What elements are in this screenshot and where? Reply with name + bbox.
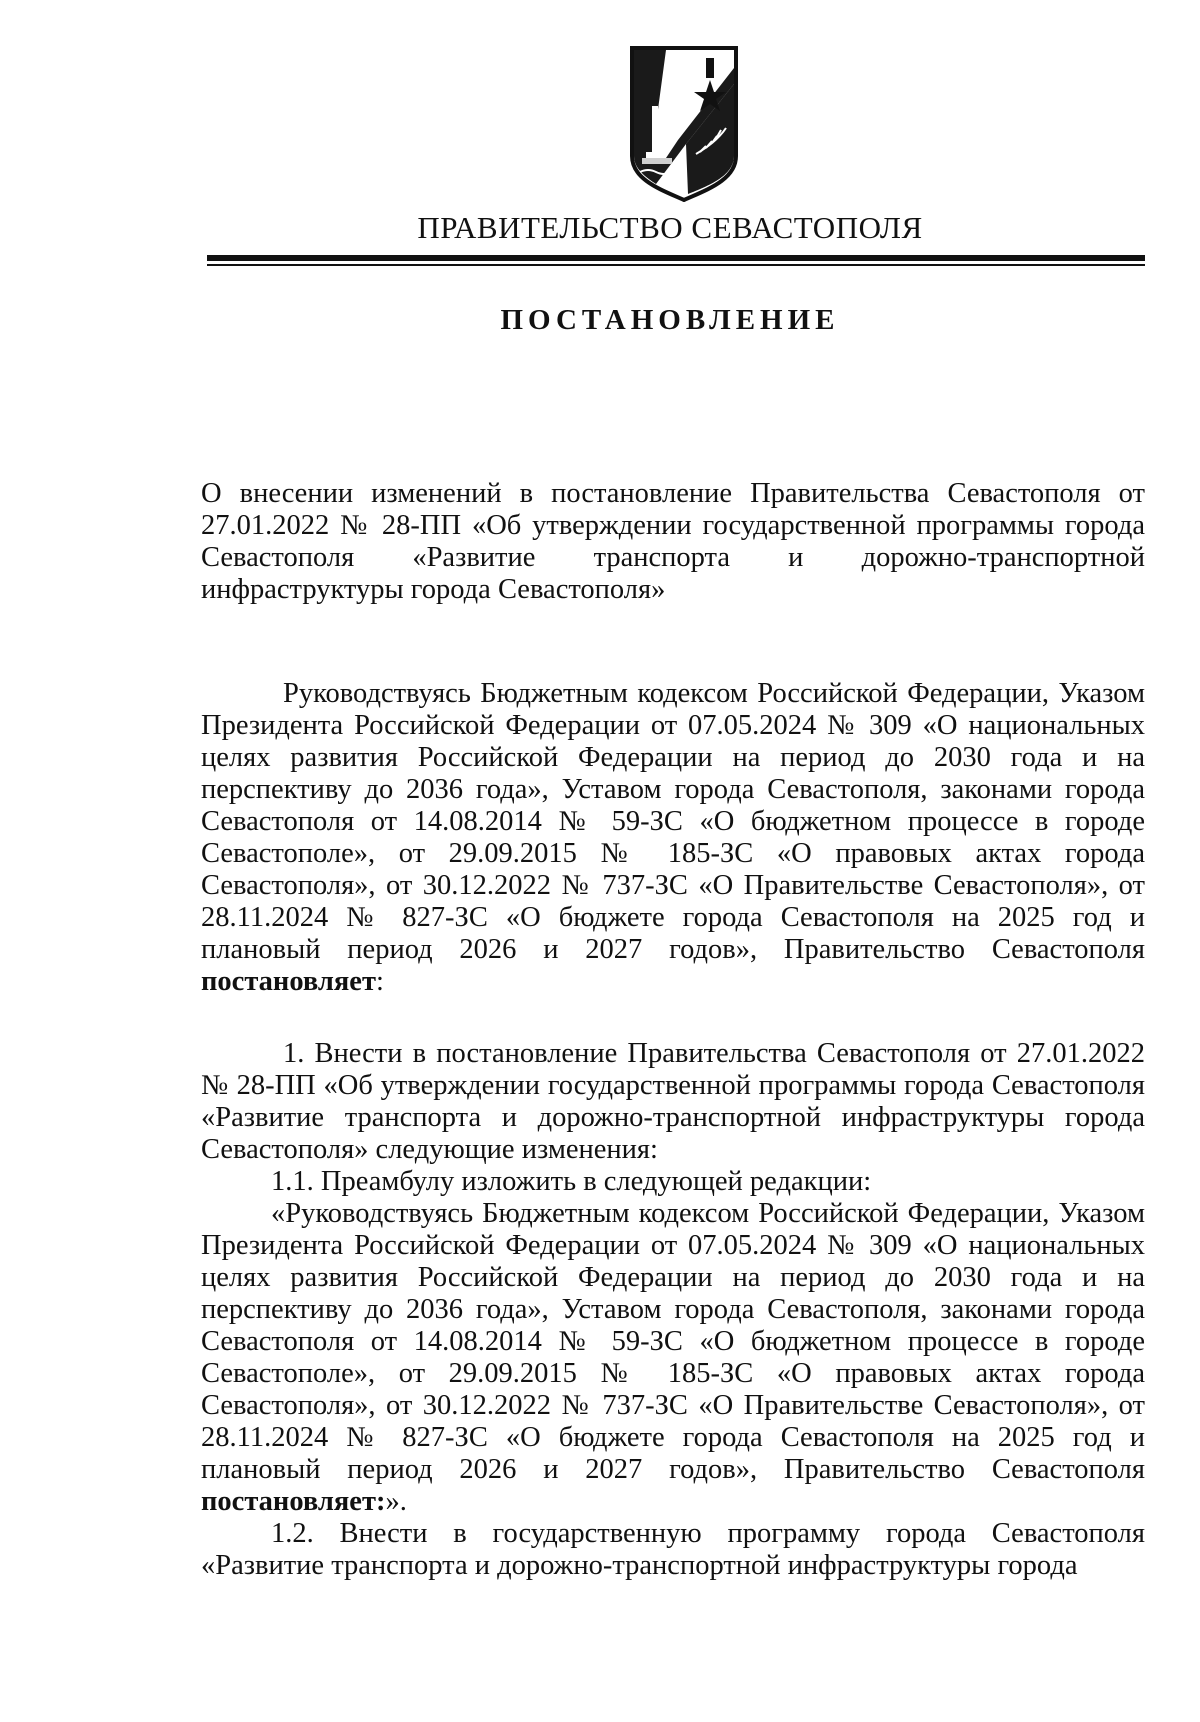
document-subject: О внесении изменений в постановление Правительства Севастополя от 27.01.2022 № 28-ПП «Об утверждении государственной программы города Севастополя «Развитие транспорта и дорожно-транспортной инфраструктуры города Севастополя» (201, 478, 1145, 605)
item-1-2-paragraph: 1.2. Внести в государственную программу города Севастополя «Развитие транспорта и дорожно-транспортной инфраструктуры города (201, 1518, 1145, 1581)
preamble-decree-word: постановляет (201, 966, 376, 997)
government-title: ПРАВИТЕЛЬСТВО СЕВАСТОПОЛЯ (417, 210, 923, 245)
item-1-1-paragraph: 1.1. Преамбулу изложить в следующей редакции: (271, 1166, 872, 1197)
quoted-preamble-paragraph (201, 1198, 1145, 1518)
preamble-text: Руководствуясь Бюджетным кодексом Российской Федерации, Указом Президента Российской Федерации от 07.05.2024 № 309 «О национальных целях развития Российской Федерации на период до 2030 года и на перспективу до 2036 года», Уставом города Севастополя, законами города Севастополя от 14.08.2014 № 59-ЗС «О бюджетном процессе в городе Севастополе», от 29.09.2015 № 185-ЗС «О правовых актах города Севастополя», от 30.12.2022 № 737-ЗС «О Правительстве Севастополя», от 28.11.2024 № 827-ЗС «О бюджете города Севастополя на 2025 год и плановый период 2026 и 2027 годов», Правительство Севастополя (201, 678, 1145, 965)
document-body (201, 678, 1145, 1582)
item-1-paragraph: 1. Внести в постановление Правительства Севастополя от 27.01.2022 № 28-ПП «Об утверждении государственной программы города Севастополя «Развитие транспорта и дорожно-транспортной инфраструктуры города Севастополя» следующие изменения: (201, 1038, 1145, 1165)
preamble-decree-suffix: : (375, 966, 384, 997)
quoted-preamble-text: «Руководствуясь Бюджетным кодексом Российской Федерации, Указом Президента Российской Федерации от 07.05.2024 № 309 «О национальных целях развития Российской Федерации на период до 2030 года и на перспективу до 2036 года», Уставом города Севастополя, законами города Севастополя от 14.08.2014 № 59-ЗС «О бюджетном процессе в городе Севастополе», от 29.09.2015 № 185-ЗС «О правовых актах города Севастополя», от 30.12.2022 № 737-ЗС «О Правительстве Севастополя», от 28.11.2024 № 827-ЗС «О бюджете города Севастополя на 2025 год и плановый период 2026 и 2027 годов», Правительство Севастополя (201, 1198, 1145, 1485)
header-rule-thin (207, 264, 1145, 266)
preamble-paragraph (201, 678, 1145, 998)
sevastopol-coat-of-arms-icon (626, 44, 742, 202)
quoted-decree-suffix: ». (385, 1486, 407, 1517)
quoted-decree-word: постановляет: (201, 1486, 386, 1517)
header-rule-thick (207, 255, 1145, 261)
document-type-title: ПОСТАНОВЛЕНИЕ (500, 304, 840, 336)
